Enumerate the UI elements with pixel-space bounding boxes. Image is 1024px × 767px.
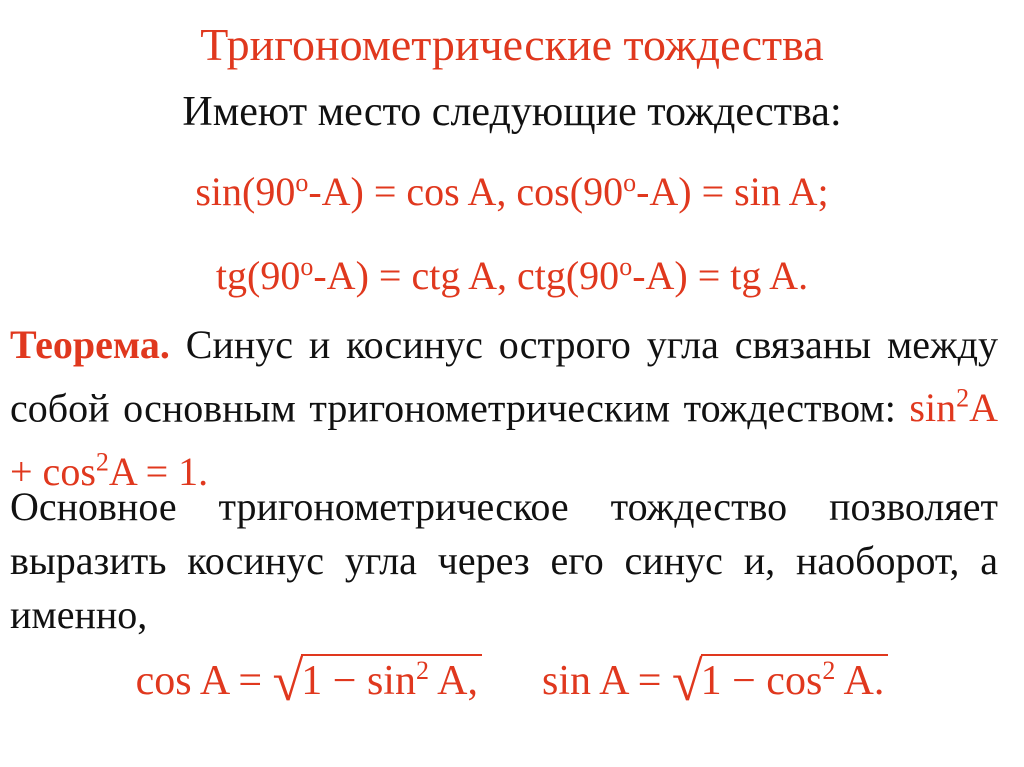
degree-mark: o: [300, 252, 314, 281]
identity-line-tg-ctg: [0, 252, 1024, 299]
radicand-text: 1 − cos: [700, 658, 823, 704]
radicand: [301, 654, 482, 704]
exponent: 2: [95, 447, 109, 477]
theorem-label: Теорема.: [10, 322, 170, 367]
identity-1a-prefix: sin(90: [195, 169, 296, 214]
radical-sign: √: [272, 651, 304, 713]
square-root-icon: [272, 644, 482, 713]
identity-1b-suffix: -A) = sin A;: [636, 169, 829, 214]
identity-1a-suffix: -A) = cos A, cos(90: [308, 169, 624, 214]
identity-line-sin-cos: [0, 168, 1024, 215]
explanation-paragraph: Основное тригонометрическое тождество позволяет выразить косинус угла через его синус и, наоборот, а именно,: [10, 484, 998, 637]
identity-2a-prefix: tg(90: [215, 253, 301, 298]
identity-2b-suffix: -A) = tg A.: [632, 253, 809, 298]
identity-2a-suffix: -A) = ctg A, ctg(90: [313, 253, 620, 298]
formula-sin: sin: [909, 385, 957, 431]
degree-mark: o: [619, 252, 633, 281]
degree-mark: o: [295, 168, 309, 197]
radical-sign: √: [671, 651, 703, 713]
formula-end: A = 1.: [108, 448, 209, 494]
radicand-tail: A.: [835, 658, 885, 704]
sin-lhs: sin A =: [541, 658, 662, 704]
slide-title: Тригонометрические тождества: [200, 19, 824, 70]
radicand-text: 1 − sin: [301, 658, 416, 704]
cos-formula: [135, 644, 482, 713]
exponent: 2: [956, 384, 970, 413]
theorem-paragraph: [10, 318, 998, 499]
formula-mid: A + cos: [10, 385, 998, 494]
exponent: 2: [822, 656, 836, 685]
final-formulas: [0, 644, 1024, 713]
radicand-tail: A,: [428, 658, 478, 704]
cos-lhs: cos A =: [135, 658, 263, 704]
exponent: 2: [415, 656, 429, 685]
sin-formula: [541, 644, 888, 713]
intro-text: Имеют место следующие тождества:: [182, 89, 842, 135]
radicand: [701, 654, 889, 704]
degree-mark: o: [623, 168, 637, 197]
theorem-text: Синус и косинус острого угла связаны между собой основным тригонометрическим тождеством:: [10, 322, 998, 431]
square-root-icon: [671, 644, 888, 713]
